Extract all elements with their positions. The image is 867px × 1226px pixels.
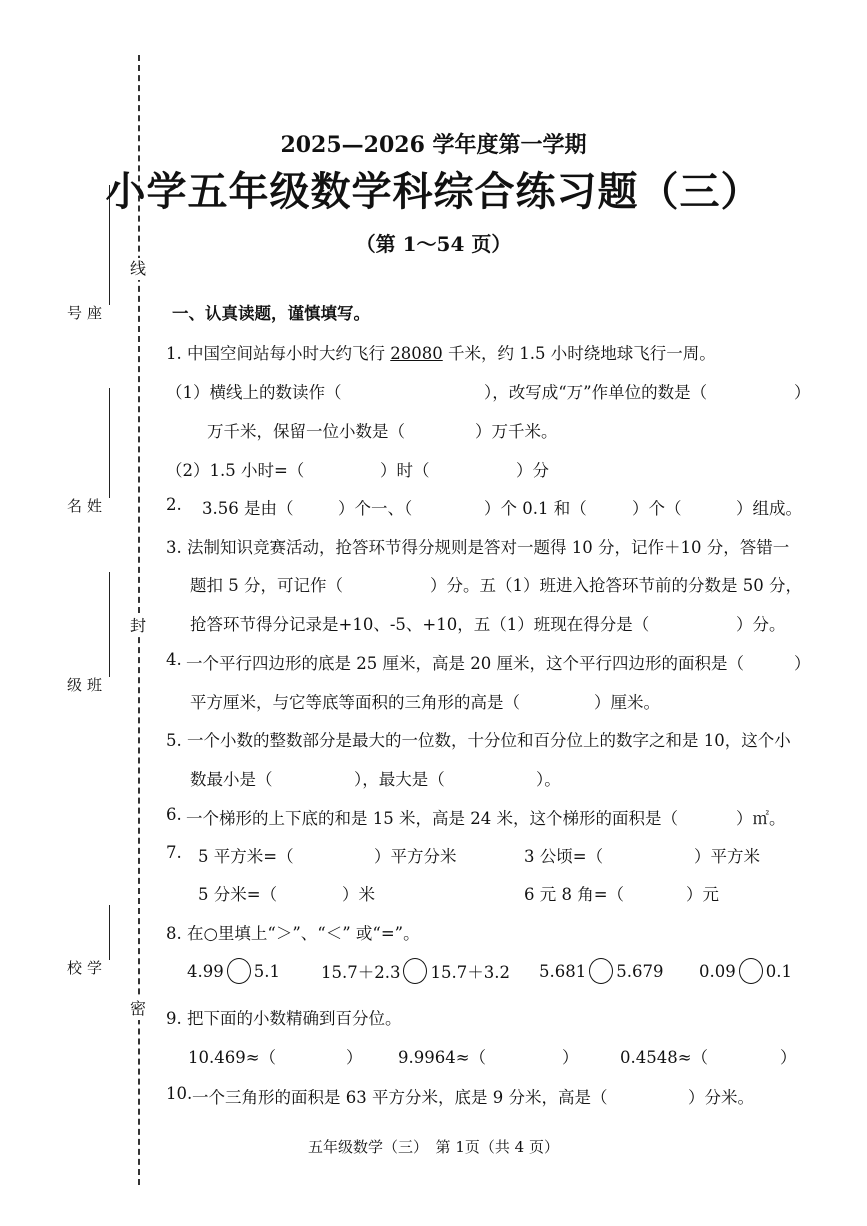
q7-a2: ）平方分米: [374, 847, 457, 866]
q2-number: 2.: [166, 495, 182, 514]
q7-d2: ）元: [686, 885, 719, 904]
q3-line3-b: ）分。: [736, 615, 786, 634]
q2-part-e: ）组成。: [736, 499, 802, 518]
question-8: [166, 920, 420, 944]
question-5: [166, 727, 791, 751]
q3-number: 3.: [166, 538, 182, 557]
q3-line1: 法制知识竞赛活动，抢答环节得分规则是答对一题得 10 分，记作＋10 分，答错一: [187, 538, 790, 557]
q1-s2-part-a: （2）1.5 小时=（: [166, 461, 305, 480]
compare-circle[interactable]: [403, 958, 427, 984]
compare-right: 0.1: [765, 961, 792, 981]
class-line: [109, 572, 110, 677]
q1-s2-part-b: ）时（: [380, 461, 430, 480]
q4-line1-a: 一个平行四边形的底是 25 厘米，高是 20 厘米，这个平行四边形的面积是（: [186, 654, 744, 673]
q1-s1-part-c: ）: [794, 383, 811, 402]
margin-char-mi: 密: [127, 998, 149, 1020]
compare-item: [699, 956, 792, 986]
compare-circle[interactable]: [739, 958, 763, 984]
section-1-title: 一、认真读题，谨慎填写。: [172, 304, 370, 323]
q4-line1-b: ）: [794, 654, 811, 673]
q1-text-a: 中国空间站每小时大约飞行: [187, 344, 385, 363]
question-9: [166, 1005, 402, 1029]
q1-text-b: 千米，约 1.5 小时绕地球飞行一周。: [448, 344, 716, 363]
compare-right: 15.7＋3.2: [430, 963, 510, 982]
q2-part-c: ）个 0.1 和（: [484, 499, 587, 518]
compare-circle[interactable]: [589, 958, 613, 984]
school-label: 学校: [65, 960, 103, 975]
q1-s1-part-a: （1）横线上的数读作（: [166, 383, 342, 402]
q9-item-1-left: 10.469≈（: [188, 1048, 277, 1067]
q6-number: 6.: [166, 805, 182, 824]
class-label: 班级: [65, 677, 103, 692]
question-1: [166, 340, 716, 364]
q5-line2-c: ）。: [536, 770, 561, 789]
q5-line2-a: 数最小是（: [190, 770, 273, 789]
seat-number-label: 座号: [65, 305, 103, 320]
compare-left: 5.681: [539, 961, 587, 981]
q4-number: 4.: [166, 650, 182, 669]
q9-item-3-right: ）: [780, 1048, 797, 1067]
q3-line2-a: 题扣 5 分，可记作（: [190, 576, 343, 595]
q7-number: 7.: [166, 843, 182, 862]
compare-item: [187, 956, 280, 986]
name-line: [109, 388, 110, 498]
compare-left: 15.7＋2.3: [321, 963, 401, 982]
q9-text: 把下面的小数精确到百分位。: [187, 1009, 402, 1028]
q7-d1: 6 元 8 角=（: [524, 885, 625, 904]
q7-b1: 3 公顷=（: [524, 847, 604, 866]
q1-underlined-number: 28080: [390, 344, 443, 363]
q4-line2-a: 平方厘米，与它等底等面积的三角形的高是（: [190, 693, 520, 712]
q10-part-b: ）分米。: [688, 1088, 754, 1107]
q9-item-2-right: ）: [562, 1048, 579, 1067]
page-footer: 五年级数学（三） 第 1页（共 4 页）: [308, 1138, 559, 1156]
q9-item-3-left: 0.4548≈（: [620, 1048, 709, 1067]
compare-item: [539, 956, 664, 986]
q5-number: 5.: [166, 731, 182, 750]
q8-compare-row: [187, 956, 807, 986]
q7-a1: 5 平方米=（: [198, 847, 294, 866]
q5-line1: 一个小数的整数部分是最大的一位数，十分位和百分位上的数字之和是 10，这个小: [187, 731, 791, 750]
question-3: [166, 534, 789, 558]
margin-char-feng: 封: [127, 615, 149, 637]
compare-left: 4.99: [187, 961, 224, 981]
margin-char-xian: 线: [127, 258, 149, 280]
q5-line2-b: ），最大是（: [354, 770, 445, 789]
q9-number: 9.: [166, 1009, 182, 1028]
q10-part-a: 一个三角形的面积是 63 平方分米，底是 9 分米，高是（: [192, 1088, 608, 1107]
school-line: [109, 905, 110, 960]
compare-circle[interactable]: [227, 958, 251, 984]
q3-line3-a: 抢答环节得分记录是+10、-5、+10，五（1）班现在得分是（: [190, 615, 650, 634]
compare-right: 5.679: [616, 961, 664, 981]
q9-item-1-right: ）: [346, 1048, 363, 1067]
q6-part-a: 一个梯形的上下底的和是 15 米，高是 24 米，这个梯形的面积是（: [186, 809, 678, 828]
compare-left: 0.09: [699, 961, 736, 981]
compare-item: [321, 956, 510, 986]
page-range: （第 1～54 页）: [355, 232, 512, 256]
q1-s2-part-c: ）分: [516, 461, 549, 480]
q2-part-a: 3.56 是由（: [202, 499, 294, 518]
q4-line2-b: ）厘米。: [594, 693, 660, 712]
q9-item-2-left: 9.9964≈（: [398, 1048, 487, 1067]
q10-number: 10.: [166, 1084, 193, 1103]
q1-number: 1.: [166, 344, 182, 363]
q7-c1: 5 分米=（: [198, 885, 278, 904]
q2-part-b: ）个一、（: [338, 499, 413, 518]
compare-right: 5.1: [253, 961, 280, 981]
q6-part-b: ）㎡。: [736, 809, 786, 828]
exam-title: 小学五年级数学科综合练习题（三）: [105, 168, 762, 215]
q3-line2-b: ）分。五（1）班进入抢答环节前的分数是 50 分，: [430, 576, 802, 595]
q1-s1-part-d: 万千米，保留一位小数是（: [207, 422, 405, 441]
q1-s1-part-b: ），改写成“万”作单位的数是（: [484, 383, 708, 402]
q8-number: 8.: [166, 924, 182, 943]
name-label: 姓名: [65, 498, 103, 513]
q8-text: 在○里填上“＞”、“＜” 或“=”。: [187, 924, 420, 943]
q1-s1-part-e: ）万千米。: [475, 422, 558, 441]
q2-part-d: ）个（: [632, 499, 682, 518]
term-line: 2025—2026 学年度第一学期: [280, 132, 587, 158]
q7-c2: ）米: [342, 885, 375, 904]
q7-b2: ）平方米: [694, 847, 760, 866]
